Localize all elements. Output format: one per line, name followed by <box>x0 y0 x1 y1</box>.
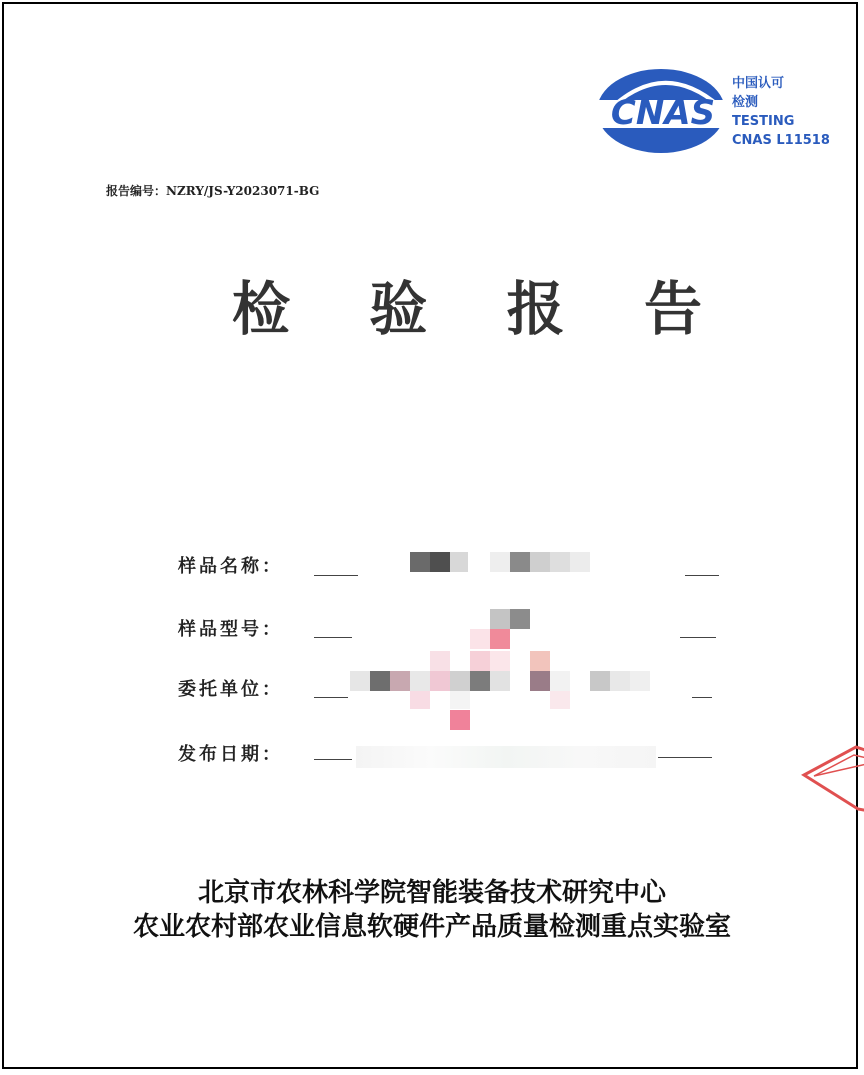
blank-line <box>314 759 352 760</box>
redacted-block <box>470 671 490 691</box>
redacted-block <box>610 671 630 691</box>
redacted-block <box>490 651 510 671</box>
redacted-block <box>490 629 510 649</box>
laboratory-name: 农业农村部农业信息软硬件产品质量检测重点实验室 <box>132 912 731 942</box>
redacted-block <box>370 671 390 691</box>
redacted-block <box>510 609 530 629</box>
redacted-block <box>410 691 430 709</box>
redacted-block <box>550 552 570 572</box>
redacted-block <box>490 609 510 629</box>
field-sample-name <box>178 552 738 582</box>
redacted-block <box>550 691 570 709</box>
redacted-block <box>550 671 570 691</box>
field-label: 样品型号： <box>178 619 283 640</box>
blank-line <box>680 637 716 638</box>
redacted-block <box>470 629 490 649</box>
redacted-block <box>530 651 550 671</box>
title-char-4: 告 <box>643 275 702 343</box>
redacted-block <box>450 552 468 572</box>
redacted-block <box>430 671 450 691</box>
title-char-3: 报 <box>506 275 565 343</box>
redacted-block <box>490 671 510 691</box>
blank-line <box>314 637 352 638</box>
cert-line-1: 中国认可 <box>732 76 785 91</box>
official-seal <box>800 745 864 815</box>
redacted-block <box>570 552 590 572</box>
redacted-block <box>350 671 370 691</box>
redacted-block <box>490 552 510 572</box>
redacted-block <box>430 552 450 572</box>
blank-line <box>314 575 358 576</box>
cert-line-3: TESTING <box>732 114 795 129</box>
report-title <box>232 262 702 346</box>
field-label: 发布日期： <box>178 744 283 765</box>
cert-line-2: 检测 <box>732 95 759 110</box>
redacted-block <box>450 671 470 691</box>
blank-line <box>685 575 719 576</box>
field-release-date <box>178 740 738 770</box>
blank-line <box>692 697 712 698</box>
certification-block <box>732 74 830 150</box>
cnas-logo-text: CNAS <box>610 93 716 133</box>
redacted-block <box>390 671 410 691</box>
redacted-block <box>510 552 530 572</box>
field-label: 委托单位： <box>178 679 283 700</box>
blank-line <box>658 757 712 758</box>
redacted-block <box>530 671 550 691</box>
redacted-block <box>430 651 450 671</box>
field-client <box>178 675 738 705</box>
redacted-block <box>590 671 610 691</box>
redacted-block <box>470 651 490 671</box>
report-number: 报告编号：NZRY/JS-Y2023071-BG <box>106 184 320 198</box>
redacted-block <box>410 671 430 691</box>
redacted-block <box>356 746 656 768</box>
redacted-block <box>410 552 430 572</box>
redacted-block <box>450 691 470 709</box>
institution-name: 北京市农林科学院智能装备技术研究中心 <box>197 878 666 908</box>
field-label: 样品名称： <box>178 556 283 577</box>
blank-line <box>314 697 348 698</box>
redacted-block <box>530 552 550 572</box>
redacted-block <box>630 671 650 691</box>
redacted-block <box>450 710 470 730</box>
cert-line-4: CNAS L11518 <box>732 133 830 148</box>
title-char-2: 验 <box>369 275 428 343</box>
title-char-1: 检 <box>232 275 291 343</box>
field-sample-model <box>178 615 738 645</box>
